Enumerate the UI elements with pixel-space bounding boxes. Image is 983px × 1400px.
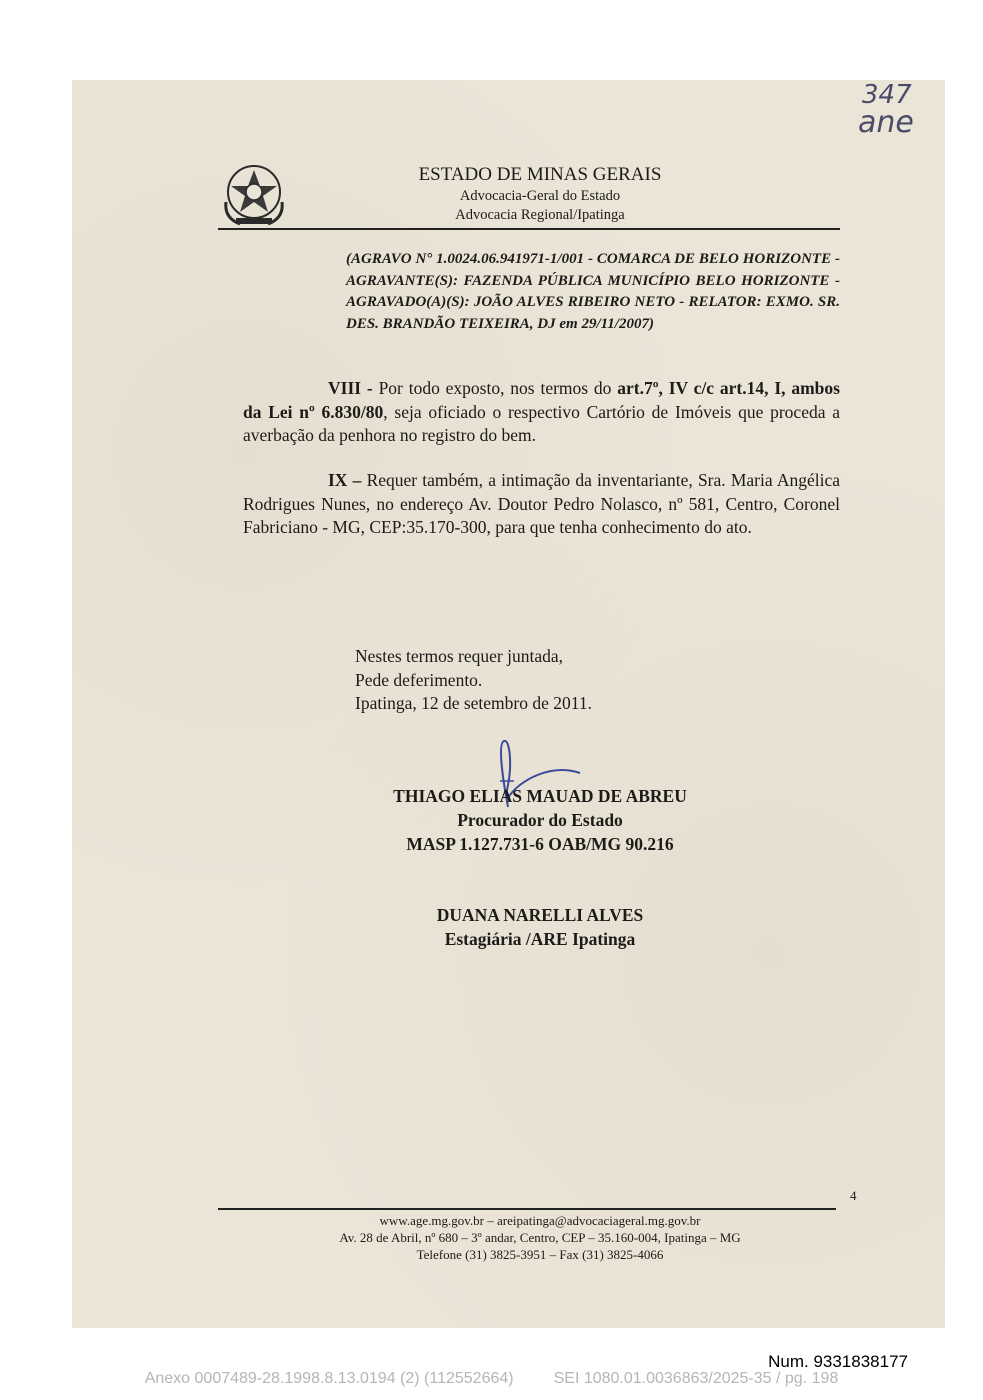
paragraph-ix-label: IX –	[328, 470, 362, 490]
paragraph-viii-text-a: Por todo exposto, nos termos do	[372, 378, 618, 398]
footer-web-email: www.age.mg.gov.br – areipatinga@advocaciageral.mg.gov.br	[379, 1213, 701, 1228]
page-number: 4	[850, 1188, 857, 1203]
paragraph-viii-legal-reference: art.7º, IV c/c art.14, I, ambos da Lei nº 6.830/80	[243, 378, 840, 422]
header-divider	[218, 228, 840, 230]
closing-line-2: Pede deferimento.	[355, 670, 483, 690]
paragraph-viii-label: VIII -	[328, 378, 373, 398]
intern-name: DUANA NARELLI ALVES	[436, 905, 644, 925]
paragraph-viii	[243, 377, 840, 448]
header-office: Advocacia Regional/Ipatinga	[455, 207, 625, 223]
document-number: Num. 9331838177	[768, 1352, 908, 1371]
sei-stamp-annex: Anexo 0007489-28.1998.8.13.0194 (2) (112552664)	[144, 1370, 514, 1387]
sei-stamp	[0, 1370, 983, 1388]
closing-line-1: Nestes termos requer juntada,	[355, 646, 563, 666]
paragraph-viii-text-b: , seja oficiado o respectivo Cartório de Imóveis que proceda a averbação da penhora no registro do bem.	[243, 401, 840, 445]
signer-name: THIAGO ELIAS MAUAD DE ABREU	[393, 786, 687, 806]
signer-role: Procurador do Estado	[457, 810, 623, 830]
footer-divider	[218, 1208, 836, 1210]
paragraph-ix	[243, 469, 840, 540]
sei-stamp-process: SEI 1080.01.0036863/2025-35 / pg. 198	[553, 1370, 839, 1387]
footer-phone: Telefone (31) 3825-3951 – Fax (31) 3825-4066	[416, 1247, 664, 1262]
handwritten-folio-number: 347	[862, 80, 912, 110]
case-citation: (AGRAVO N° 1.0024.06.941971-1/001 - COMARCA DE BELO HORIZONTE - AGRAVANTE(S): FAZENDA PÚBLICA MUNICÍPIO BELO HORIZONTE - AGRAVADO(A)(S): JOÃO ALVES RIBEIRO NETO - RELATOR: EXMO. SR. DES. BRANDÃO TEIXEIRA, DJ em 29/11/2007)	[346, 251, 840, 332]
footer-address: Av. 28 de Abril, nº 680 – 3º andar, Centro, CEP – 35.160-004, Ipatinga – MG	[339, 1230, 741, 1245]
header-title: ESTADO DE MINAS GERAIS	[418, 164, 662, 185]
signer-registration: MASP 1.127.731-6 OAB/MG 90.216	[406, 834, 674, 854]
coat-of-arms-seal	[218, 158, 290, 230]
handwritten-initials: ane	[858, 105, 914, 140]
paragraph-ix-text: Requer também, a intimação da inventariante, Sra. Maria Angélica Rodrigues Nunes, no endereço Av. Doutor Pedro Nolasco, nº 581, Centro, Coronel Fabriciano - MG, CEP:35.170-300, para que tenha conhecimento do ato.	[243, 470, 840, 537]
intern-role: Estagiária /ARE Ipatinga	[444, 929, 636, 949]
closing-date: Ipatinga, 12 de setembro de 2011.	[355, 693, 592, 713]
header-agency: Advocacia-Geral do Estado	[459, 188, 621, 204]
